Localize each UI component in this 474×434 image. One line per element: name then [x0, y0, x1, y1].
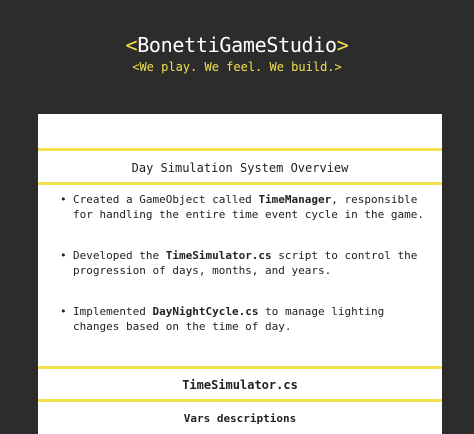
tagline: <We play. We feel. We build.>	[132, 60, 342, 74]
list-item-keyword: TimeManager	[258, 193, 332, 206]
subsection-subtitle: Vars descriptions	[183, 412, 297, 425]
site-header	[0, 0, 474, 112]
list-item	[60, 192, 435, 222]
subsection-top-divider	[38, 366, 442, 369]
section-bottom-divider	[38, 182, 442, 185]
list-item	[60, 304, 435, 334]
list-item-text: , responsible for handling the entire time event cycle in the game.	[73, 193, 424, 221]
list-item-text: script to control the progression of days, months, and years.	[73, 249, 418, 277]
brand-name: BonettiGameStudio	[137, 33, 337, 57]
brand-close-bracket: >	[336, 33, 349, 57]
list-item-text: to manage lighting changes based on the time of day.	[73, 305, 385, 333]
list-item	[60, 248, 435, 278]
section-title: Day Simulation System Overview	[131, 161, 349, 175]
section-top-divider	[38, 148, 442, 151]
list-item-keyword: TimeSimulator.cs	[165, 249, 272, 262]
bullet-marker: •	[60, 249, 67, 262]
list-item-text: Created a GameObject called	[73, 193, 259, 206]
subsection-bottom-divider	[38, 399, 442, 402]
brand-logo[interactable]	[0, 33, 474, 57]
subsection-title: TimeSimulator.cs	[182, 378, 298, 392]
list-item-keyword: DayNightCycle.cs	[152, 305, 259, 318]
list-item-text: Developed the	[73, 249, 166, 262]
list-item-text: Implemented	[73, 305, 153, 318]
brand-open-bracket: <	[125, 33, 138, 57]
overview-list	[60, 192, 435, 360]
bullet-marker: •	[60, 193, 67, 206]
bullet-marker: •	[60, 305, 67, 318]
content-sheet	[38, 114, 442, 434]
